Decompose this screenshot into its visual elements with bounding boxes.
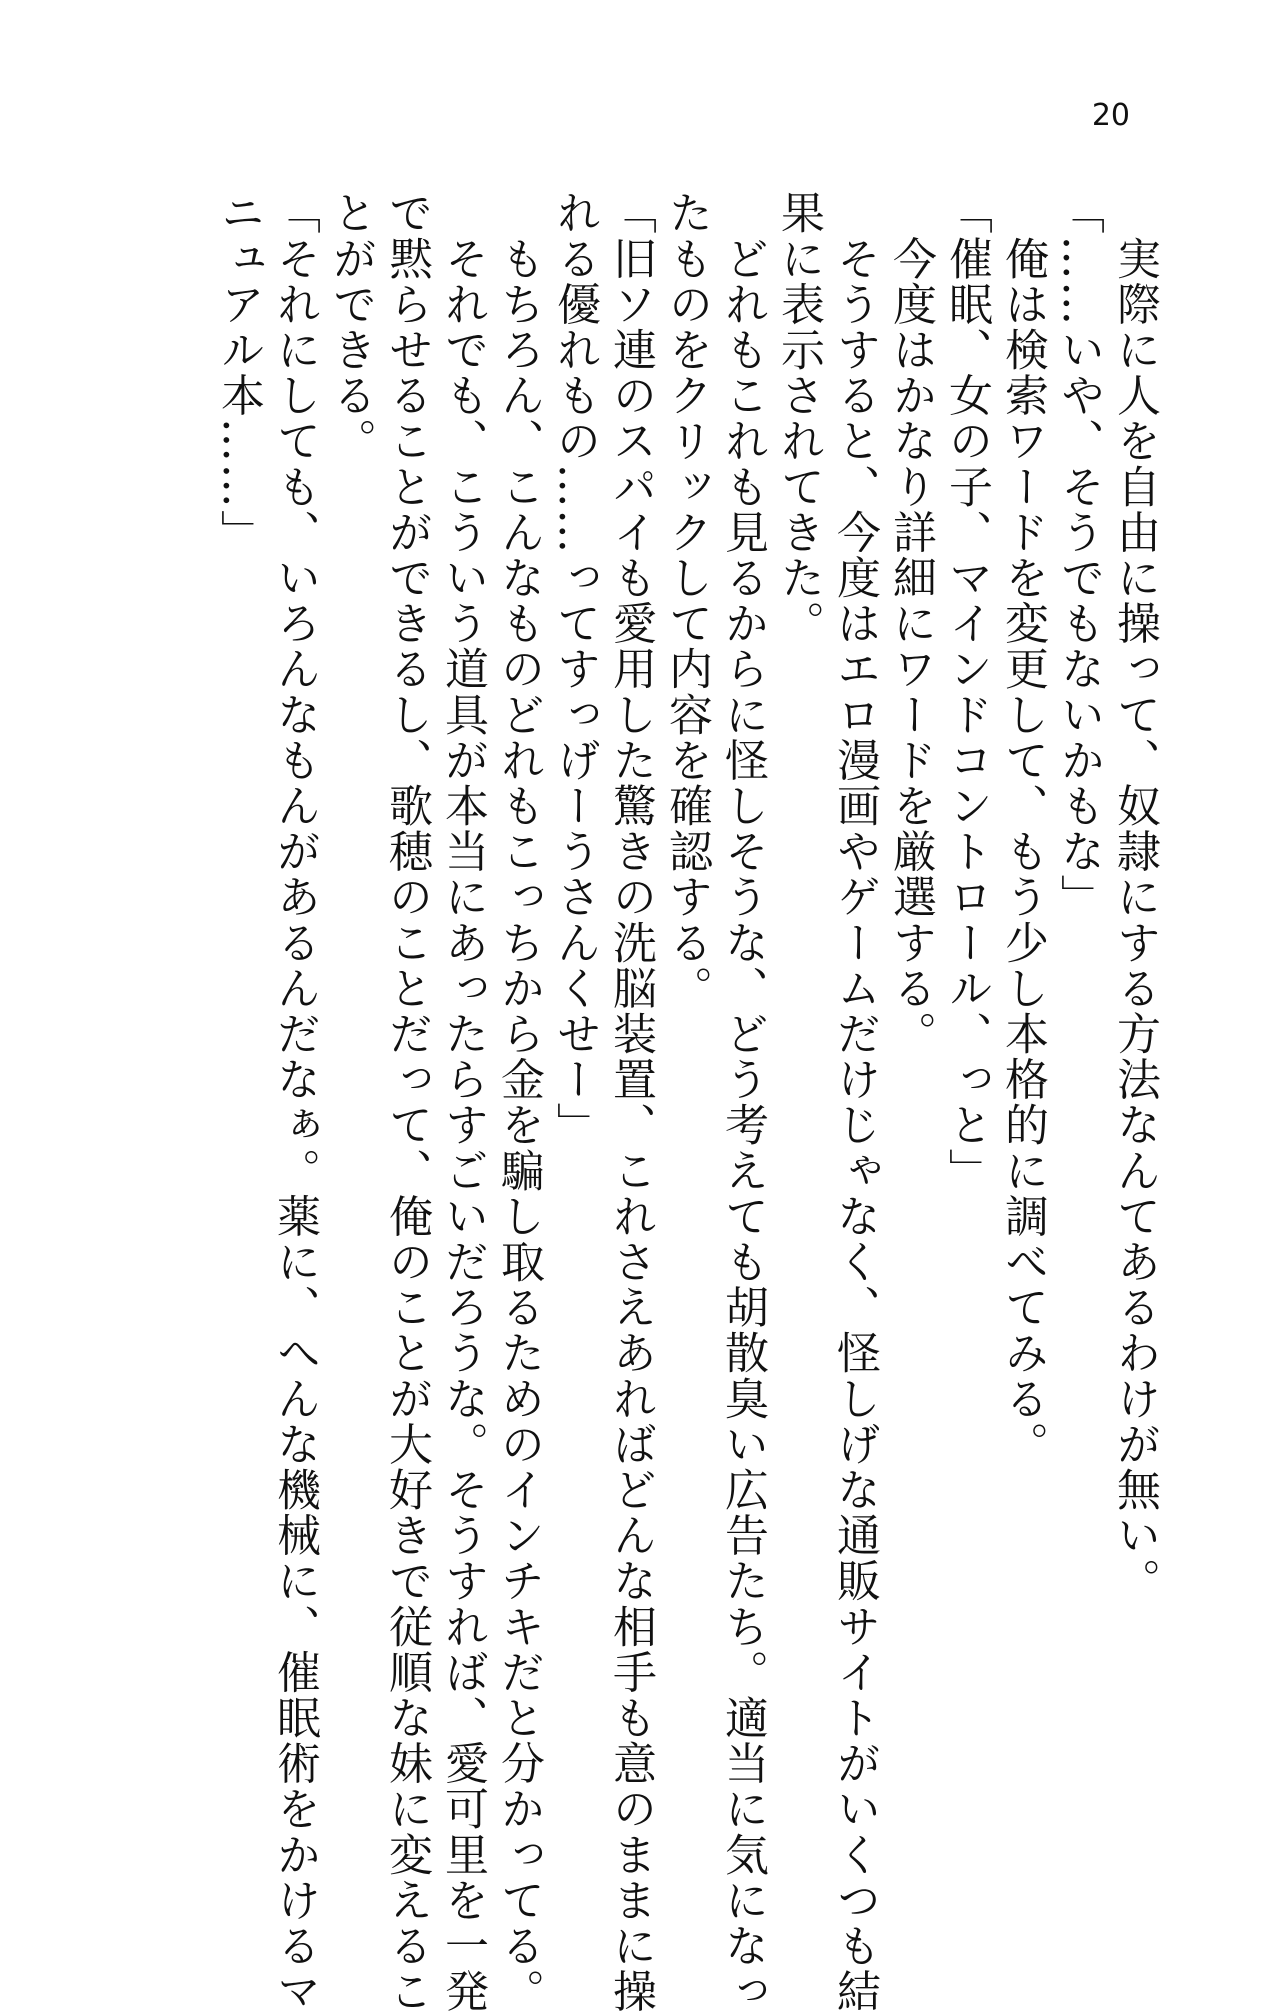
text-line: 今度はかなり詳細にワードを厳選する。: [885, 190, 936, 1057]
text-line: 果に表示されてきた。: [773, 190, 824, 646]
text-line: とができる。: [325, 190, 376, 464]
text-line: 「それにしても、いろんなもんがあるんだなぁ。薬に、へんな機械に、催眠術をかけるマ: [269, 190, 320, 2014]
page-number: 20: [1091, 98, 1130, 133]
text-line: れる優れもの……ってすっげーうさんくせー」: [549, 190, 600, 1148]
text-line: で黙らせることができるし、歌穂のことだって、俺のことが大好きで従順な妹に変えるこ: [381, 190, 432, 2014]
text-line: 「旧ソ連のスパイも愛用した驚きの洗脳装置、これさえあればどんな相手も意のままに操: [605, 190, 656, 2014]
body-text: [142, 190, 1162, 2014]
text-line: 「……いや、そうでもないかもな」: [1053, 190, 1104, 920]
text-line: たものをクリックして内容を確認する。: [661, 190, 712, 1011]
text-line: 俺は検索ワードを変更して、もう少し本格的に調べてみる。: [997, 190, 1048, 1467]
text-line: もちろん、こんなものどれもこっちから金を騙し取るためのインチキだと分かってる。: [493, 190, 544, 2014]
text-line: ニュアル本……」: [213, 190, 264, 555]
text-line: それでも、こういう道具が本当にあったらすごいだろうな。そうすれば、愛可里を一発: [437, 190, 488, 2014]
text-line: 「催眠、女の子、マインドコントロール、っと」: [941, 190, 992, 1194]
text-line: 実際に人を自由に操って、奴隷にする方法なんてあるわけが無い。: [1109, 190, 1160, 1604]
text-line: そうすると、今度はエロ漫画やゲームだけじゃなく、怪しげな通販サイトがいくつも結: [829, 190, 880, 2014]
text-line: どれもこれも見るからに怪しそうな、どう考えても胡散臭い広告たち。適当に気になっ: [717, 190, 768, 2014]
